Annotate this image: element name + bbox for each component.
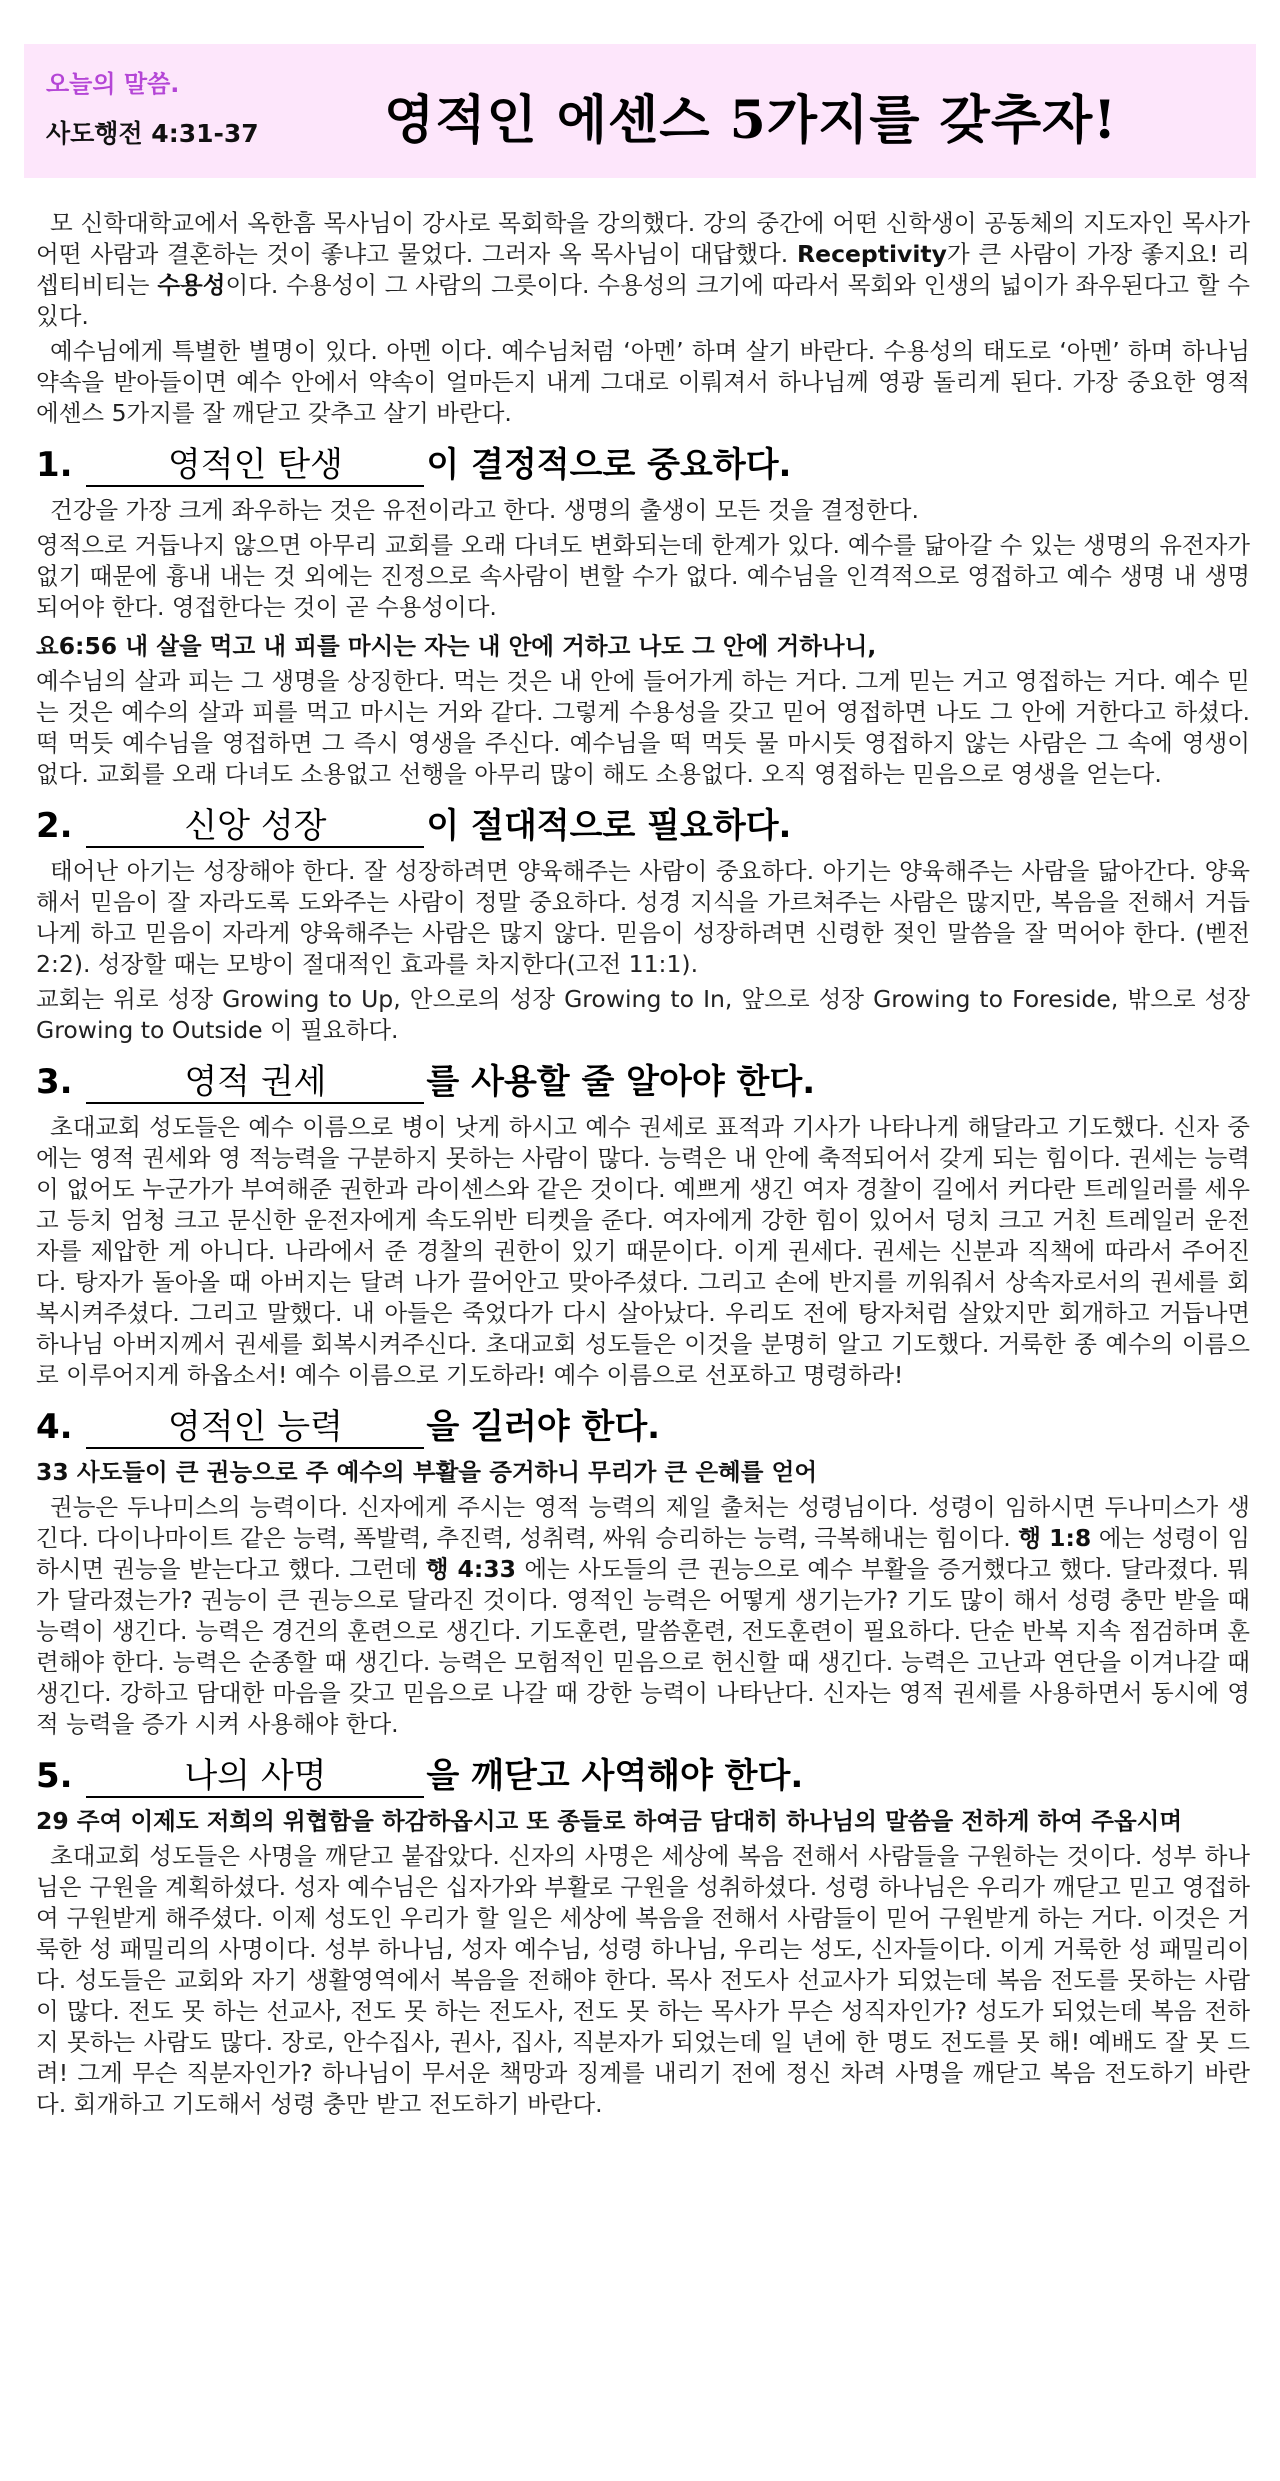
- section-1-paragraph-3: 예수님의 살과 피는 그 생명을 상징한다. 먹는 것은 내 안에 들어가게 하는 거다. 그게 믿는 거고 영접하는 거다. 예수 믿는 것은 예수의 살과 피를 먹고 마시는 거와 같다. 그렇게 수용성을 갖고 믿어 영접하면 나도 그 안에 거한다고 하셨다. 떡 먹듯 예수님을 영접하면 그 즉시 영생을 주신다. 예수님을 떡 먹듯 물 마시듯 영접하지 않는 사람은 그 속에 영생이 없다. 교회를 오래 다녀도 소용없고 선행을 아무리 많이 해도 소용없다. 오직 영접하는 믿음으로 영생을 얻는다.: [36, 667, 1250, 788]
- section-1-heading: [36, 443, 1250, 487]
- section-blank-answer: 나의 사명: [86, 1756, 424, 1798]
- section-heading-text: 이 절대적으로 필요하다.: [426, 806, 792, 846]
- section-1-paragraph-1: 건강을 가장 크게 좌우하는 것은 유전이라고 한다. 생명의 출생이 모든 것을 결정한다.: [50, 496, 919, 524]
- intro-emphasis-receptivity-ko: 수용성: [157, 271, 226, 299]
- intro-emphasis-receptivity: Receptivity: [797, 240, 947, 268]
- section-4-paragraph-1: [36, 1492, 1250, 1740]
- intro-paragraph-1: [36, 208, 1250, 332]
- sermon-body: [36, 208, 1250, 2124]
- section-3-paragraph-1: 초대교회 성도들은 예수 이름으로 병이 낫게 하시고 예수 권세로 표적과 기사가 나타나게 해달라고 기도했다. 신자 중에는 영적 권세와 영 적능력을 구분하지 못하는 사람이 많다. 능력은 내 안에 축적되어서 갖게 되는 힘이다. 권세는 능력이 없어도 누군가가 부여해준 권한과 라이센스와 같은 것이다. 예쁘게 생긴 여자 경찰이 길에서 커다란 트레일러를 세우고 등치 엄청 크고 문신한 운전자에게 속도위반 티켓을 준다. 여자에게 강한 힘이 있어서 덩치 크고 거친 트레일러 운전자를 제압한 게 아니다. 나라에서 준 경찰의 권한이 있기 때문이다. 이게 권세다. 권세는 신분과 직책에 따라서 주어진다. 탕자가 돌아올 때 아버지는 달려 나가 끌어안고 맞아주셨다. 그리고 손에 반지를 끼워줘서 상속자로서의 권세를 회복시켜주셨다. 그리고 말했다. 내 아들은 죽었다가 다시 살아났다. 우리도 전에 탕자처럼 살았지만 회개하고 거듭나면 하나님 아버지께서 권세를 회복시켜주신다. 초대교회 성도들은 이것을 분명히 알고 기도했다. 거룩한 종 예수의 이름으로 이루어지게 하옵소서! 예수 이름으로 기도하라! 예수 이름으로 선포하고 명령하라!: [36, 1113, 1250, 1389]
- section-1-verse: 요6:56 내 살을 먹고 내 피를 마시는 자는 내 안에 거하고 나도 그 안에 거하나니,: [36, 632, 877, 660]
- section-1-paragraph-2: 영적으로 거듭나지 않으면 아무리 교회를 오래 다녀도 변화되는데 한계가 있다. 예수를 닮아갈 수 있는 생명의 유전자가 없기 때문에 흉내 내는 것 외에는 진정으로 속사람이 변할 수가 없다. 예수님을 인격적으로 영접하고 예수 생명 내 생명 되어야 한다. 영접한다는 것이 곧 수용성이다.: [36, 531, 1250, 621]
- section-5-paragraph-1: 초대교회 성도들은 사명을 깨닫고 붙잡았다. 신자의 사명은 세상에 복음 전해서 사람들을 구원하는 것이다. 성부 하나님은 구원을 계획하셨다. 성자 예수님은 십자가와 부활로 구원을 성취하셨다. 성령 하나님은 우리가 깨닫고 믿고 영접하여 구원받게 해주셨다. 이제 성도인 우리가 할 일은 세상에 복음을 전해서 사람들이 믿어 구원받게 하는 거다. 이것은 거룩한 성 패밀리의 사명이다. 성부 하나님, 성자 예수님, 성령 하나님, 우리는 성도, 신자들이다. 이게 거룩한 성 패밀리이다. 성도들은 교회와 자기 생활영역에서 복음을 전해야 한다. 목사 전도사 선교사가 되었는데 복음 전도를 못하는 사람이 많다. 전도 못 하는 선교사, 전도 못 하는 전도사, 전도 못 하는 목사가 무슨 성직자인가? 성도가 되었는데 복음 전하지 못하는 사람도 많다. 장로, 안수집사, 권사, 집사, 직분자가 되었는데 일 년에 한 명도 전도를 못 해! 예배도 잘 못 드려! 그게 무슨 직분자인가? 하나님이 무서운 책망과 징계를 내리기 전에 정신 차려 사명을 깨닫고 복음 전도하기 바란다. 회개하고 기도해서 성령 충만 받고 전도하기 바란다.: [36, 1842, 1250, 2118]
- header-label: 오늘의 말씀.: [46, 70, 180, 98]
- section-3-heading: [36, 1060, 1250, 1104]
- intro-text: 가 큰 사람이 가장 좋지요! 리셉티비티는: [36, 240, 1250, 299]
- section-4-text: 에는 사도들의 큰 권능으로 예수 부활을 증거했다고 했다. 달라졌다. 뭐가 달라졌는가? 권능이 큰 권능으로 달라진 것이다. 영적인 능력은 어떻게 생기는가? 기도 많이 해서 성령 충만 받을 때 능력이 생긴다. 능력은 경건의 훈련으로 생긴다. 기도훈련, 말씀훈련, 전도훈련이 필요하다. 단순 반복 지속 점검하며 훈련해야 한다. 능력은 순종할 때 생긴다. 능력은 모험적인 믿음으로 헌신할 때 생긴다. 능력은 고난과 연단을 이겨나갈 때 생긴다. 강하고 담대한 마음을 갖고 믿음으로 나갈 때 강한 능력이 나타난다. 신자는 영적 권세를 사용하면서 동시에 영적 능력을 증가 시켜 사용해야 한다.: [36, 1555, 1250, 1738]
- section-2-heading: [36, 804, 1250, 848]
- section-number: 3.: [36, 1062, 73, 1102]
- section-5-heading: [36, 1754, 1250, 1798]
- section-4-verse: 33 사도들이 큰 권능으로 주 예수의 부활을 증거하니 무리가 큰 은혜를 얻어: [36, 1458, 818, 1486]
- section-heading-text: 을 길러야 한다.: [426, 1407, 661, 1447]
- section-heading-text: 을 깨닫고 사역해야 한다.: [426, 1756, 804, 1796]
- section-blank-answer: 영적 권세: [86, 1062, 424, 1104]
- page-title: 영적인 에센스 5가지를 갖추자!: [384, 90, 1118, 151]
- section-blank-answer: 신앙 성장: [86, 806, 424, 848]
- section-blank-answer: 영적인 능력: [86, 1407, 424, 1449]
- section-4-heading: [36, 1405, 1250, 1449]
- section-5-verse: 29 주여 이제도 저희의 위협함을 하감하옵시고 또 종들로 하여금 담대히 하나님의 말씀을 전하게 하여 주옵시며: [36, 1807, 1183, 1835]
- section-heading-text: 이 결정적으로 중요하다.: [426, 445, 792, 485]
- section-number: 4.: [36, 1407, 73, 1447]
- section-blank-answer: 영적인 탄생: [86, 445, 424, 487]
- section-2-paragraph-1: 태어난 아기는 성장해야 한다. 잘 성장하려면 양육해주는 사람이 중요하다. 아기는 양육해주는 사람을 닮아간다. 양육해서 믿음이 잘 자라도록 도와주는 사람이 정말 중요하다. 성경 지식을 가르쳐주는 사람은 많지만, 복음을 전해서 거듭나게 하고 믿음이 자라게 양육해주는 사람은 많지 않다. 믿음이 성장하려면 신령한 젖인 말씀을 잘 먹어야 한다. (벧전 2:2). 성장할 때는 모방이 절대적인 효과를 차지한다(고전 11:1).: [36, 857, 1250, 978]
- section-heading-text: 를 사용할 줄 알아야 한다.: [426, 1062, 816, 1102]
- intro-text: 모 신학대학교에서 옥한흠 목사님이 강사로 목회학을 강의했다. 강의 중간에 어떤 신학생이 공동체의 지도자인 목사가 어떤 사람과 결혼하는 것이 좋냐고 물었다. 그러자 옥 목사님이 대답했다.: [36, 209, 1250, 268]
- section-2-paragraph-2: 교회는 위로 성장 Growing to Up, 안으로의 성장 Growing to In, 앞으로 성장 Growing to Foreside, 밖으로 성장 Growing to Outside 이 필요하다.: [36, 985, 1250, 1044]
- verse-reference-acts-4-33: 행 4:33: [425, 1555, 516, 1583]
- verse-reference-acts-1-8: 행 1:8: [1018, 1524, 1092, 1552]
- section-number: 2.: [36, 806, 73, 846]
- section-4-text: 에는 성령이 임하시면 권능을 받는다고 했다. 그런데: [36, 1524, 1250, 1583]
- intro-text: 이다. 수용성이 그 사람의 그릇이다. 수용성의 크기에 따라서 목회와 인생의 넓이가 좌우된다고 할 수 있다.: [36, 271, 1250, 330]
- scripture-reference: 사도행전 4:31-37: [46, 119, 259, 148]
- header-banner: [24, 44, 1256, 178]
- section-number: 1.: [36, 445, 73, 485]
- section-number: 5.: [36, 1756, 73, 1796]
- intro-paragraph-2: 예수님에게 특별한 별명이 있다. 아멘 이다. 예수님처럼 ‘아멘’ 하며 살기 바란다. 수용성의 태도로 ‘아멘’ 하며 하나님 약속을 받아들이면 예수 안에서 약속이 얼마든지 내게 그대로 이뤄져서 하나님께 영광 돌리게 된다. 가장 중요한 영적 에센스 5가지를 잘 깨닫고 갖추고 살기 바란다.: [36, 337, 1250, 427]
- section-4-text: 권능은 두나미스의 능력이다. 신자에게 주시는 영적 능력의 제일 출처는 성령님이다. 성령이 임하시면 두나미스가 생긴다. 다이나마이트 같은 능력, 폭발력, 추진력, 성취력, 싸워 승리하는 능력, 극복해내는 힘이다.: [36, 1493, 1250, 1552]
